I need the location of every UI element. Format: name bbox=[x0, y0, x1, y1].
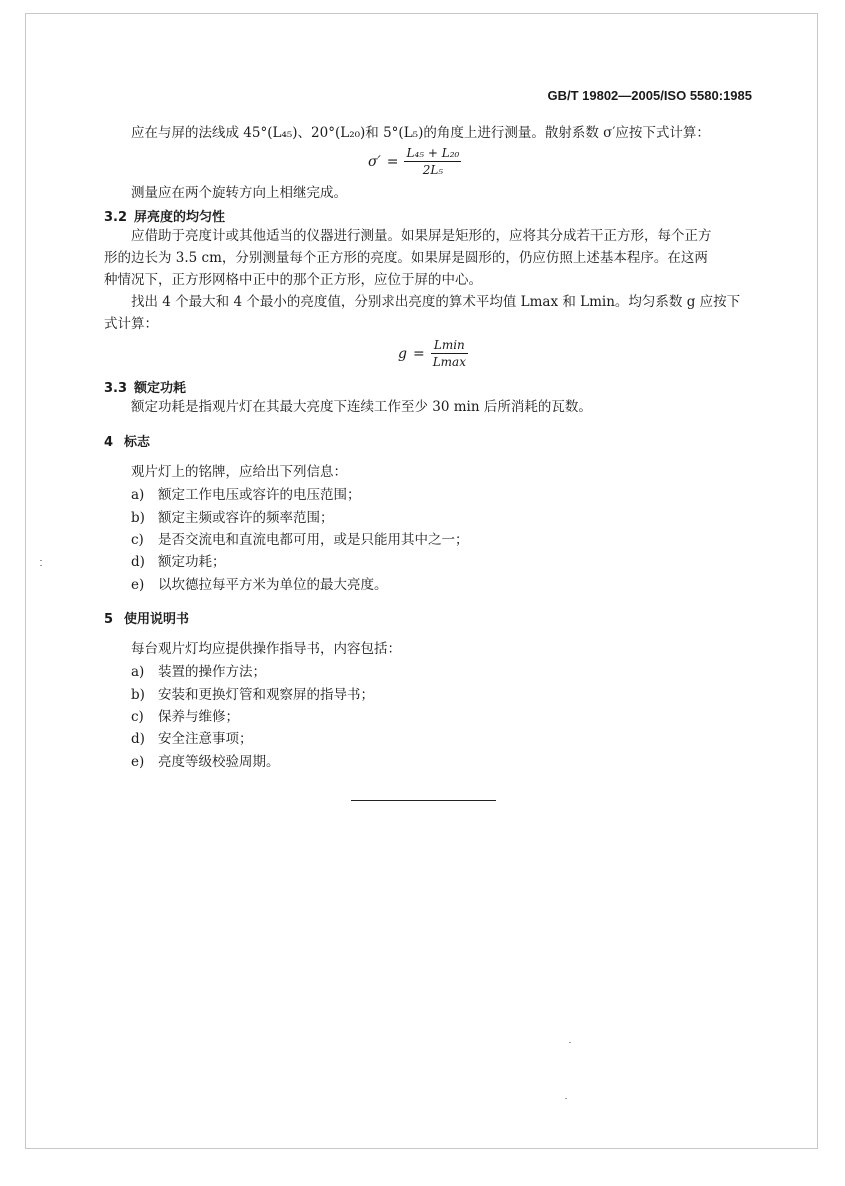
heading-5 bbox=[104, 608, 189, 627]
sec5-item-a-mark: a) bbox=[131, 664, 145, 680]
formula1-fraction-bar bbox=[404, 161, 461, 162]
formula1-equals: = bbox=[386, 153, 399, 170]
sec5-item-b-mark: b) bbox=[131, 687, 145, 703]
sec4-item-a-text: 额定工作电压或容许的电压范围； bbox=[158, 487, 361, 503]
sec5-item-d bbox=[131, 730, 253, 748]
sec4-item-b-text: 额定主频或容许的频率范围； bbox=[158, 510, 334, 526]
formula-uniformity-coefficient bbox=[398, 338, 468, 369]
formula1-fraction bbox=[404, 146, 461, 177]
scan-speck bbox=[565, 1098, 567, 1099]
sec5-item-a-text: 装置的操作方法； bbox=[158, 664, 266, 680]
formula-scatter-coefficient bbox=[368, 146, 461, 177]
sec4-item-e-mark: e) bbox=[131, 577, 145, 593]
heading-5-number: 5 bbox=[104, 612, 114, 627]
sec5-intro: 每台观片灯均应提供操作指导书，内容包括： bbox=[131, 641, 401, 657]
standard-code-header: GB/T 19802—2005/ISO 5580:1985 bbox=[547, 88, 752, 103]
sec5-item-c bbox=[131, 708, 239, 726]
sec4-item-e bbox=[131, 576, 388, 594]
end-of-document-rule bbox=[351, 800, 496, 801]
formula2-equals: = bbox=[412, 345, 425, 362]
heading-3-2-title: 屏亮度的均匀性 bbox=[134, 210, 226, 225]
sec5-item-e-mark: e) bbox=[131, 754, 145, 770]
sec5-item-b bbox=[131, 686, 374, 704]
sec4-item-d bbox=[131, 553, 226, 571]
heading-4-number: 4 bbox=[104, 435, 114, 450]
sec31-paragraph-1: 应在与屏的法线成 45°(L₄₅)、20°(L₂₀)和 5°(L₅)的角度上进行测量。散射系数 σ′应按下式计算： bbox=[131, 125, 710, 141]
sec5-item-a bbox=[131, 663, 266, 681]
formula2-lhs: g bbox=[398, 345, 407, 362]
sec5-item-c-mark: c) bbox=[131, 709, 144, 725]
sec4-item-e-text: 以坎德拉每平方米为单位的最大亮度。 bbox=[158, 577, 388, 593]
sec5-item-e-text: 亮度等级校验周期。 bbox=[158, 754, 280, 770]
sec4-item-a-mark: a) bbox=[131, 487, 145, 503]
sec32-p2-line1: 找出 4 个最大和 4 个最小的亮度值，分别求出亮度的算术平均值 Lmax 和 Lmin。均匀系数 g 应按下 bbox=[131, 294, 741, 310]
formula1-lhs: σ′ bbox=[368, 153, 381, 170]
sec4-item-d-mark: d) bbox=[131, 554, 145, 570]
sec4-item-c bbox=[131, 531, 469, 549]
sec32-p1-line3: 种情况下，正方形网格中正中的那个正方形，应位于屏的中心。 bbox=[104, 272, 482, 288]
heading-4 bbox=[104, 431, 150, 450]
formula2-numerator: Lmin bbox=[433, 338, 465, 352]
scan-speck bbox=[40, 560, 42, 561]
sec32-p1-line1: 应借助于亮度计或其他适当的仪器进行测量。如果屏是矩形的，应将其分成若干正方形，每个正方 bbox=[131, 228, 712, 244]
formula1-numerator: L₄₅ + L₂₀ bbox=[406, 146, 460, 160]
formula2-fraction-bar bbox=[431, 353, 468, 354]
sec4-item-b-mark: b) bbox=[131, 510, 145, 526]
formula2-fraction bbox=[431, 338, 468, 369]
heading-3-2 bbox=[104, 206, 225, 225]
sec31-paragraph-2: 测量应在两个旋转方向上相继完成。 bbox=[131, 185, 347, 201]
heading-3-3-number: 3.3 bbox=[104, 381, 128, 396]
scan-speck bbox=[40, 565, 42, 566]
sec4-item-a bbox=[131, 486, 361, 504]
sec4-item-d-text: 额定功耗； bbox=[158, 554, 226, 570]
sec33-paragraph: 额定功耗是指观片灯在其最大亮度下连续工作至少 30 min 后所消耗的瓦数。 bbox=[131, 399, 592, 415]
sec32-p1-line2: 形的边长为 3.5 cm，分别测量每个正方形的亮度。如果屏是圆形的，仍应仿照上述基本程序。在这两 bbox=[104, 250, 708, 266]
heading-3-3 bbox=[104, 377, 186, 396]
sec5-item-c-text: 保养与维修； bbox=[158, 709, 239, 725]
sec5-item-d-text: 安全注意事项； bbox=[158, 731, 253, 747]
sec4-item-c-text: 是否交流电和直流电都可用，或是只能用其中之一； bbox=[158, 532, 469, 548]
heading-3-3-title: 额定功耗 bbox=[134, 381, 187, 396]
sec4-item-b bbox=[131, 509, 334, 527]
sec5-item-e bbox=[131, 753, 280, 771]
sec5-item-b-text: 安装和更换灯管和观察屏的指导书； bbox=[158, 687, 374, 703]
sec5-item-d-mark: d) bbox=[131, 731, 145, 747]
heading-4-title: 标志 bbox=[124, 435, 151, 450]
sec4-intro: 观片灯上的铭牌，应给出下列信息： bbox=[131, 464, 347, 480]
heading-5-title: 使用说明书 bbox=[124, 612, 190, 627]
formula2-denominator: Lmax bbox=[432, 355, 466, 369]
sec32-p2-line2: 式计算： bbox=[104, 316, 158, 332]
sec4-item-c-mark: c) bbox=[131, 532, 144, 548]
scan-speck bbox=[569, 1042, 571, 1043]
formula1-denominator: 2L₅ bbox=[422, 163, 444, 177]
heading-3-2-number: 3.2 bbox=[104, 210, 128, 225]
